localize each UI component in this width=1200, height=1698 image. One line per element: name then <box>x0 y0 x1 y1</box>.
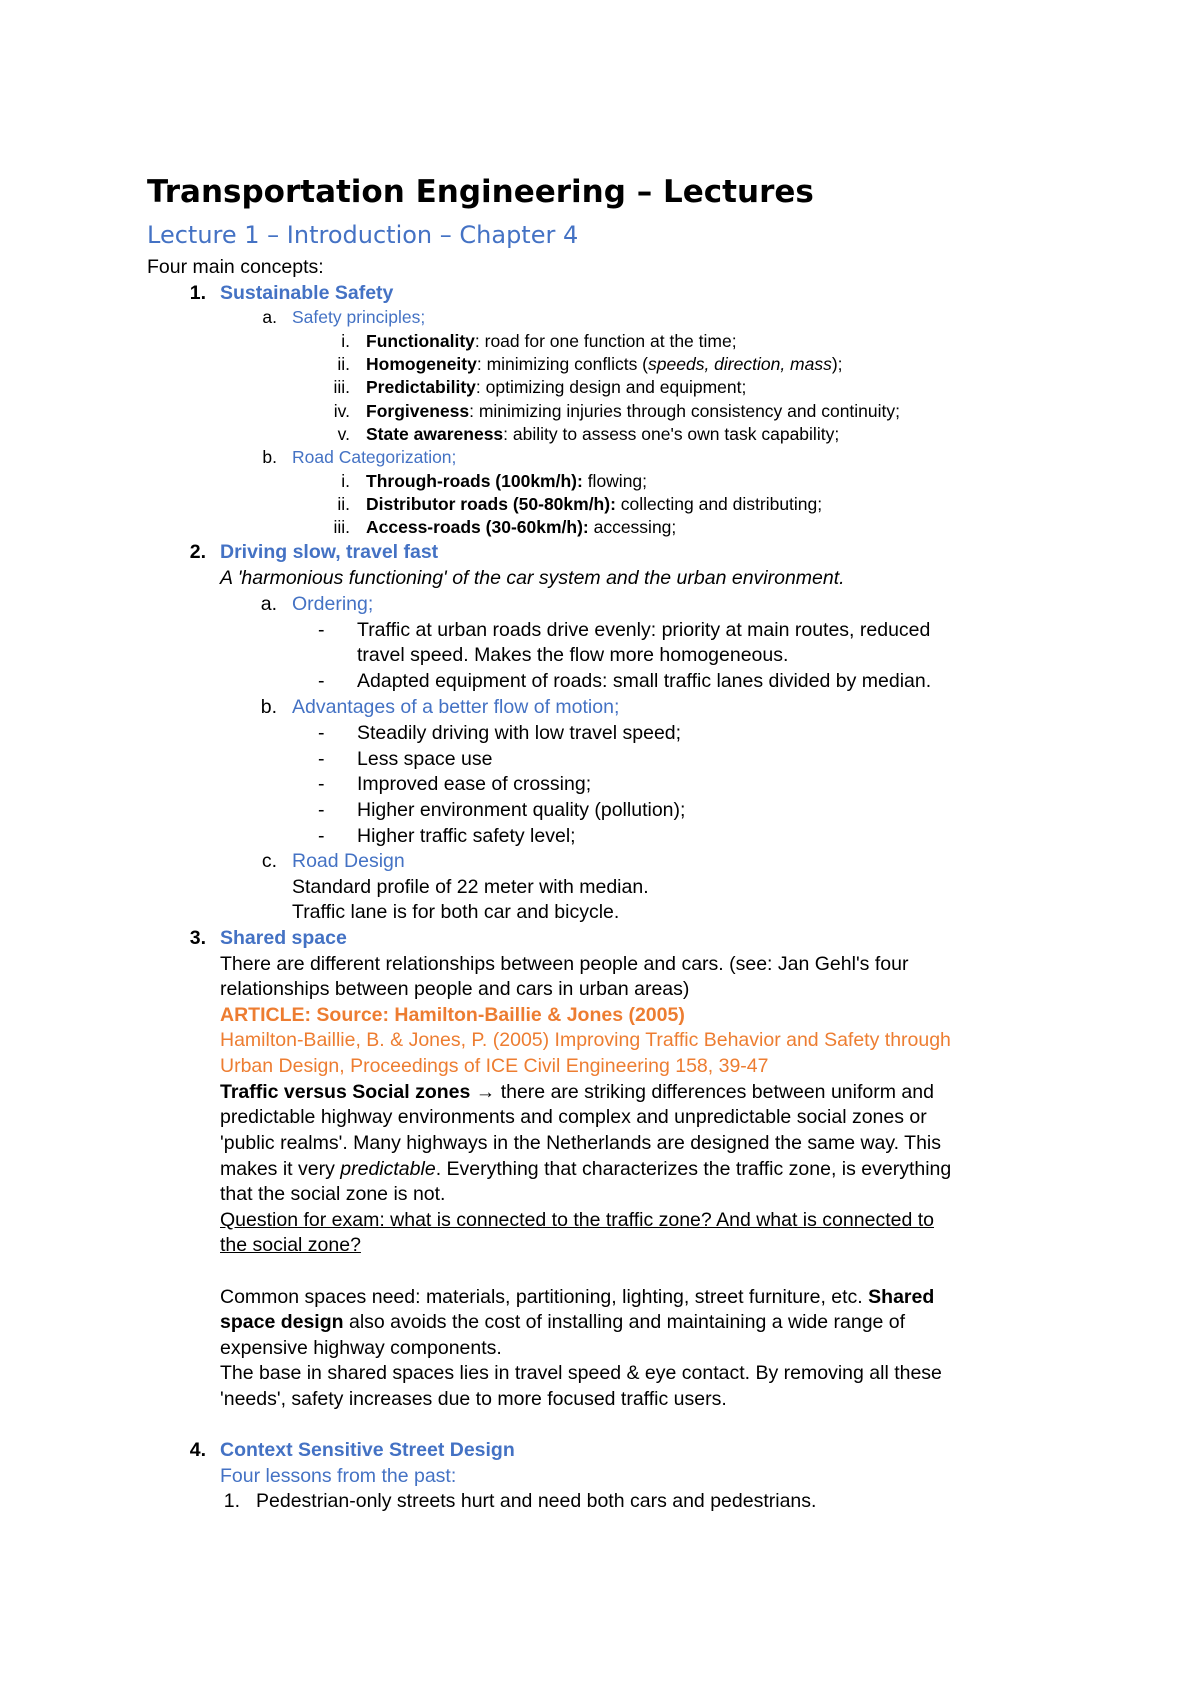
principle-marker: iii. <box>333 377 350 397</box>
section-2c-label: Road Design <box>292 850 405 872</box>
shared-space-paragraph: relationships between people and cars in urban areas) <box>220 978 690 1000</box>
section-1-number: 1. <box>189 282 206 304</box>
zones-line: 'public realms'. Many highways in the Netherlands are designed the same way. This <box>220 1132 942 1154</box>
category-marker: iii. <box>333 517 350 537</box>
bullet-dash: - <box>318 773 325 795</box>
section-1b-label: Road Categorization; <box>292 447 457 467</box>
common-spaces-line: expensive highway components. <box>220 1337 502 1359</box>
section-4-subtitle: Four lessons from the past: <box>220 1465 457 1487</box>
advantage-item: Improved ease of crossing; <box>357 773 592 795</box>
intro-text: Four main concepts: <box>147 256 324 278</box>
section-2a-marker: a. <box>260 593 277 615</box>
lesson-item: Pedestrian-only streets hurt and need both cars and pedestrians. <box>256 1490 817 1512</box>
section-3-title: Shared space <box>220 927 347 949</box>
section-4-title: Context Sensitive Street Design <box>220 1439 515 1461</box>
article-reference: Hamilton-Baillie, B. & Jones, P. (2005) Improving Traffic Behavior and Safety through <box>220 1029 951 1051</box>
principle-marker: i. <box>341 331 350 351</box>
advantage-item: Higher environment quality (pollution); <box>357 799 686 821</box>
principle-item: Functionality: road for one function at the time; <box>366 331 737 351</box>
section-1b-marker: b. <box>262 447 277 467</box>
section-3-number: 3. <box>189 927 206 949</box>
category-marker: i. <box>341 471 350 491</box>
principle-item: Forgiveness: minimizing injuries through consistency and continuity; <box>366 401 901 421</box>
lesson-marker: 1. <box>223 1490 240 1512</box>
article-reference: Urban Design, Proceedings of ICE Civil Engineering 158, 39-47 <box>220 1055 769 1077</box>
principle-marker: v. <box>337 424 350 444</box>
principle-item: State awareness: ability to assess one's own task capability; <box>366 424 840 444</box>
arrow-icon: → <box>475 1081 496 1103</box>
section-2-title: Driving slow, travel fast <box>220 541 439 563</box>
advantage-item: Less space use <box>357 748 493 770</box>
advantage-item: Higher traffic safety level; <box>357 825 576 847</box>
ordering-line: travel speed. Makes the flow more homogeneous. <box>357 644 789 666</box>
bullet-dash: - <box>318 748 325 770</box>
category-item: Through-roads (100km/h): flowing; <box>366 471 648 491</box>
category-item: Access-roads (30-60km/h): accessing; <box>366 517 677 537</box>
ordering-line: Traffic at urban roads drive evenly: priority at main routes, reduced <box>357 619 931 641</box>
bullet-dash: - <box>318 619 325 641</box>
lecture-heading: Lecture 1 – Introduction – Chapter 4 <box>147 221 579 249</box>
base-line: 'needs', safety increases due to more focused traffic users. <box>220 1388 727 1410</box>
common-spaces-line: Common spaces need: materials, partitioning, lighting, street furniture, etc. Shared <box>220 1286 935 1308</box>
bullet-dash: - <box>318 799 325 821</box>
bullet-dash: - <box>318 825 325 847</box>
advantage-item: Steadily driving with low travel speed; <box>357 722 682 744</box>
exam-question: the social zone? <box>220 1234 361 1256</box>
page-title: Transportation Engineering – Lectures <box>147 174 814 210</box>
bullet-dash: - <box>318 670 325 692</box>
section-2b-marker: b. <box>260 696 277 718</box>
section-2b-label: Advantages of a better flow of motion; <box>292 696 620 718</box>
principle-item: Homogeneity: minimizing conflicts (speeds, direction, mass); <box>366 354 843 374</box>
category-marker: ii. <box>337 494 350 514</box>
zones-line: makes it very predictable. Everything that characterizes the traffic zone, is everything <box>220 1158 952 1180</box>
design-line: Standard profile of 22 meter with median. <box>292 876 649 898</box>
section-1a-marker: a. <box>262 307 277 327</box>
principle-item: Predictability: optimizing design and equipment; <box>366 377 747 397</box>
exam-question: Question for exam: what is connected to the traffic zone? And what is connected to <box>220 1209 934 1231</box>
zones-line: predictable highway environments and complex and unpredictable social zones or <box>220 1106 927 1128</box>
base-line: The base in shared spaces lies in travel speed & eye contact. By removing all these <box>220 1362 942 1384</box>
zones-line: Traffic versus Social zones → there are striking differences between uniform and <box>220 1081 934 1103</box>
category-item: Distributor roads (50-80km/h): collecting and distributing; <box>366 494 823 514</box>
section-4-number: 4. <box>189 1439 206 1461</box>
principle-marker: ii. <box>337 354 350 374</box>
section-2a-label: Ordering; <box>292 593 374 615</box>
zones-line: that the social zone is not. <box>220 1183 446 1205</box>
section-2-subtitle: A 'harmonious functioning' of the car system and the urban environment. <box>220 567 845 589</box>
principle-marker: iv. <box>333 401 350 421</box>
common-spaces-line: space design also avoids the cost of installing and maintaining a wide range of <box>220 1311 906 1333</box>
ordering-line: Adapted equipment of roads: small traffic lanes divided by median. <box>357 670 932 692</box>
section-2-number: 2. <box>189 541 206 563</box>
section-1-title: Sustainable Safety <box>220 282 394 304</box>
shared-space-paragraph: There are different relationships between people and cars. (see: Jan Gehl's four <box>220 953 909 975</box>
section-2c-marker: c. <box>261 850 277 872</box>
design-line: Traffic lane is for both car and bicycle. <box>292 901 620 923</box>
bullet-dash: - <box>318 722 325 744</box>
section-1a-label: Safety principles; <box>292 307 426 327</box>
article-heading: ARTICLE: Source: Hamilton-Baillie & Jones (2005) <box>220 1004 685 1026</box>
